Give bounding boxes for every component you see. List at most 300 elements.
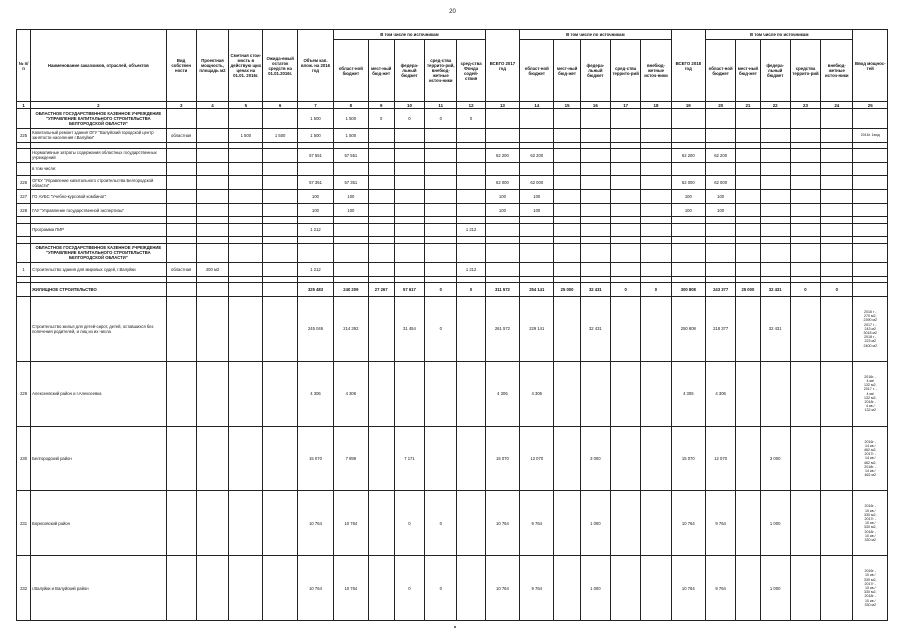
value-col-7: 10 764 bbox=[297, 491, 333, 556]
value-col-8: 240 209 bbox=[334, 283, 368, 297]
value-col-12 bbox=[457, 426, 485, 491]
value-col-20: 9 764 bbox=[705, 491, 735, 556]
value-col-8: 10 764 bbox=[334, 491, 368, 556]
value-col-14 bbox=[520, 263, 554, 277]
value-col-13: 311 572 bbox=[485, 283, 519, 297]
header-cost: Сметная стои-мость в действую щих ценах на 01.01. 2016г. bbox=[229, 30, 263, 102]
value-col-14: 62 000 bbox=[520, 176, 554, 190]
value-col-8: 1 500 bbox=[334, 109, 368, 129]
value-col-20: 100 bbox=[705, 189, 735, 203]
remaining-cell bbox=[263, 243, 297, 263]
cost-cell bbox=[229, 361, 263, 426]
value-col-24 bbox=[821, 361, 853, 426]
value-col-12 bbox=[457, 556, 485, 621]
object-name: Белгородский район bbox=[31, 426, 166, 491]
value-col-12 bbox=[457, 203, 485, 217]
value-col-19 bbox=[671, 109, 705, 129]
value-col-15 bbox=[554, 176, 580, 190]
capacity-cell bbox=[196, 556, 228, 621]
table-row bbox=[17, 148, 888, 162]
value-col-16 bbox=[580, 223, 610, 237]
table-row bbox=[17, 491, 888, 556]
ownership-cell bbox=[166, 189, 196, 203]
capacity-input-note bbox=[853, 176, 888, 190]
header-regional: област-ной бюджет bbox=[334, 40, 368, 102]
column-number: 5 bbox=[229, 102, 263, 109]
value-col-12: 0 bbox=[457, 283, 485, 297]
row-number: 1 bbox=[17, 263, 31, 277]
column-number: 10 bbox=[394, 102, 424, 109]
ownership-cell bbox=[166, 426, 196, 491]
column-number: 15 bbox=[554, 102, 580, 109]
value-col-20 bbox=[705, 109, 735, 129]
value-col-23 bbox=[790, 128, 820, 142]
value-col-20 bbox=[705, 223, 735, 237]
capacity-cell bbox=[196, 361, 228, 426]
value-col-15 bbox=[554, 189, 580, 203]
cost-cell bbox=[229, 556, 263, 621]
value-col-13 bbox=[485, 223, 519, 237]
value-col-17 bbox=[611, 223, 641, 237]
column-number: 19 bbox=[671, 102, 705, 109]
value-col-15 bbox=[554, 128, 580, 142]
header-territorial-2018: средства террито-рий bbox=[790, 40, 820, 102]
value-col-19 bbox=[671, 243, 705, 263]
column-number: 24 bbox=[821, 102, 853, 109]
value-col-22 bbox=[760, 223, 790, 237]
value-col-17 bbox=[611, 189, 641, 203]
table-row bbox=[17, 283, 888, 297]
value-col-22 bbox=[760, 109, 790, 129]
row-number bbox=[17, 109, 31, 129]
value-col-8 bbox=[334, 223, 368, 237]
value-col-15 bbox=[554, 109, 580, 129]
capacity-cell bbox=[196, 109, 228, 129]
value-col-21 bbox=[736, 176, 760, 190]
remaining-cell bbox=[263, 189, 297, 203]
value-col-7: 1 500 bbox=[297, 109, 333, 129]
value-col-11 bbox=[425, 148, 457, 162]
value-col-24 bbox=[821, 189, 853, 203]
capacity-cell bbox=[196, 148, 228, 162]
value-col-14 bbox=[520, 162, 554, 176]
value-col-18 bbox=[641, 556, 671, 621]
header-extra-2017: внебюд-жетные источ-ники bbox=[641, 40, 671, 102]
value-col-13: 4 306 bbox=[485, 361, 519, 426]
value-col-20: 12 070 bbox=[705, 426, 735, 491]
page-number: 20 bbox=[449, 9, 456, 15]
capacity-cell bbox=[196, 283, 228, 297]
value-col-11 bbox=[425, 361, 457, 426]
value-col-18 bbox=[641, 148, 671, 162]
capacity-input-note bbox=[853, 263, 888, 277]
object-name: ОБЛАСТНОЕ ГОСУДАРСТВЕННОЕ КАЗЕННОЕ УЧРЕЖДЕНИЕ "УПРАВЛЕНИЕ КАПИТАЛЬНОГО СТРОИТЕЛЬСТВА БЕЛГОРОДСКОЙ ОБЛАСТИ" bbox=[31, 243, 166, 263]
value-col-9 bbox=[368, 176, 394, 190]
value-col-22 bbox=[760, 162, 790, 176]
value-col-17 bbox=[611, 297, 641, 362]
remaining-cell bbox=[263, 263, 297, 277]
value-col-17 bbox=[611, 556, 641, 621]
value-col-22 bbox=[760, 148, 790, 162]
value-col-9: 27 267 bbox=[368, 283, 394, 297]
header-volume-2016: Объем кап. влож. на 2016 год bbox=[297, 30, 333, 102]
value-col-24 bbox=[821, 243, 853, 263]
value-col-15 bbox=[554, 361, 580, 426]
value-col-8: 10 764 bbox=[334, 556, 368, 621]
ownership-cell bbox=[166, 176, 196, 190]
capacity-input-note: 2016 г - 270 м2, 2390 м2 2017 г - 243 м2 3018 м2 2018 г - 223 м2 2400 м2 bbox=[853, 297, 888, 362]
value-col-21 bbox=[736, 361, 760, 426]
value-col-17 bbox=[611, 203, 641, 217]
value-col-23 bbox=[790, 176, 820, 190]
remaining-cell bbox=[263, 162, 297, 176]
column-number: 25 bbox=[853, 102, 888, 109]
value-col-11: 0 bbox=[425, 297, 457, 362]
value-col-22: 32 431 bbox=[760, 297, 790, 362]
capacity-input-note bbox=[853, 148, 888, 162]
value-col-16 bbox=[580, 109, 610, 129]
value-col-23 bbox=[790, 243, 820, 263]
value-col-23 bbox=[790, 189, 820, 203]
remaining-cell bbox=[263, 283, 297, 297]
value-col-24 bbox=[821, 491, 853, 556]
cost-cell bbox=[229, 176, 263, 190]
value-col-23 bbox=[790, 491, 820, 556]
value-col-8: 100 bbox=[334, 189, 368, 203]
value-col-16: 32 431 bbox=[580, 297, 610, 362]
column-number: 8 bbox=[334, 102, 368, 109]
header-num: № п/п bbox=[17, 30, 31, 102]
value-col-19 bbox=[671, 223, 705, 237]
value-col-8: 1 500 bbox=[334, 128, 368, 142]
value-col-20: 218 377 bbox=[705, 297, 735, 362]
value-col-16 bbox=[580, 128, 610, 142]
value-col-10 bbox=[394, 203, 424, 217]
value-col-15 bbox=[554, 203, 580, 217]
value-col-17 bbox=[611, 162, 641, 176]
object-name: ОГКУ "Управление капитального строительства Белгородской области" bbox=[31, 176, 166, 190]
row-number bbox=[17, 297, 31, 362]
ownership-cell bbox=[166, 109, 196, 129]
value-col-15 bbox=[554, 491, 580, 556]
value-col-12: 1 212 bbox=[457, 223, 485, 237]
column-number: 6 bbox=[263, 102, 297, 109]
ownership-cell bbox=[166, 361, 196, 426]
value-col-21: 25 000 bbox=[736, 283, 760, 297]
value-col-19: 62 000 bbox=[671, 176, 705, 190]
value-col-21 bbox=[736, 297, 760, 362]
value-col-21 bbox=[736, 109, 760, 129]
value-col-24 bbox=[821, 176, 853, 190]
value-col-21 bbox=[736, 426, 760, 491]
value-col-7: 57 351 bbox=[297, 176, 333, 190]
table-row bbox=[17, 189, 888, 203]
value-col-12 bbox=[457, 297, 485, 362]
value-col-8: 100 bbox=[334, 203, 368, 217]
object-name: ГО АУБС "Учебно-курсовой комбинат" bbox=[31, 189, 166, 203]
value-col-9 bbox=[368, 223, 394, 237]
object-name: ОБЛАСТНОЕ ГОСУДАРСТВЕННОЕ КАЗЕННОЕ УЧРЕЖДЕНИЕ "УПРАВЛЕНИЕ КАПИТАЛЬНОГО СТРОИТЕЛЬСТВА БЕЛГОРОДСКОЙ ОБЛАСТИ" bbox=[31, 109, 166, 129]
value-col-10 bbox=[394, 361, 424, 426]
cost-cell bbox=[229, 283, 263, 297]
value-col-18 bbox=[641, 243, 671, 263]
header-capacity: Проектная мощность, площадь м2 bbox=[196, 30, 228, 102]
value-col-18 bbox=[641, 297, 671, 362]
value-col-13: 62 200 bbox=[485, 148, 519, 162]
table-row bbox=[17, 426, 888, 491]
value-col-20: 62 200 bbox=[705, 148, 735, 162]
value-col-13 bbox=[485, 128, 519, 142]
ownership-cell bbox=[166, 162, 196, 176]
value-col-9 bbox=[368, 297, 394, 362]
capacity-input-note bbox=[853, 162, 888, 176]
capacity-cell bbox=[196, 189, 228, 203]
value-col-10: 57 617 bbox=[394, 283, 424, 297]
value-col-16 bbox=[580, 189, 610, 203]
value-col-7: 10 764 bbox=[297, 556, 333, 621]
value-col-23 bbox=[790, 263, 820, 277]
value-col-21 bbox=[736, 263, 760, 277]
column-number: 14 bbox=[520, 102, 554, 109]
value-col-18 bbox=[641, 176, 671, 190]
capacity-cell bbox=[196, 223, 228, 237]
value-col-19: 62 200 bbox=[671, 148, 705, 162]
table-row bbox=[17, 223, 888, 237]
value-col-14 bbox=[520, 223, 554, 237]
value-col-20 bbox=[705, 263, 735, 277]
value-col-9 bbox=[368, 556, 394, 621]
value-col-9 bbox=[368, 491, 394, 556]
value-col-9 bbox=[368, 203, 394, 217]
value-col-10 bbox=[394, 128, 424, 142]
value-col-24: 0 bbox=[821, 283, 853, 297]
value-col-17: 0 bbox=[611, 283, 641, 297]
value-col-24 bbox=[821, 426, 853, 491]
value-col-22: 1 000 bbox=[760, 556, 790, 621]
row-number bbox=[17, 148, 31, 162]
value-col-10: 31 454 bbox=[394, 297, 424, 362]
value-col-17 bbox=[611, 128, 641, 142]
value-col-7: 100 bbox=[297, 203, 333, 217]
capacity-input-note: 2016г - 14 кв / 462 м2, 2017г - 14 кв / 462 м2, 2018г. - 14 кв / 462 м2 bbox=[853, 426, 888, 491]
value-col-7: 100 bbox=[297, 189, 333, 203]
cost-cell bbox=[229, 189, 263, 203]
capacity-input-note bbox=[853, 109, 888, 129]
capacity-cell bbox=[196, 243, 228, 263]
value-col-18 bbox=[641, 361, 671, 426]
header-local: мест-ный бюд-жет bbox=[368, 40, 394, 102]
capacity-cell bbox=[196, 176, 228, 190]
header-fund: сред-ства Фонда содей-ствия bbox=[457, 40, 485, 102]
value-col-16 bbox=[580, 263, 610, 277]
value-col-13 bbox=[485, 263, 519, 277]
column-number: 21 bbox=[736, 102, 760, 109]
capacity-input-note: 2016г. 1вид bbox=[853, 128, 888, 142]
value-col-11: 0 bbox=[425, 556, 457, 621]
value-col-10: 0 bbox=[394, 491, 424, 556]
value-col-22: 32 431 bbox=[760, 283, 790, 297]
value-col-21 bbox=[736, 556, 760, 621]
value-col-8 bbox=[334, 162, 368, 176]
value-col-18 bbox=[641, 189, 671, 203]
value-col-7 bbox=[297, 162, 333, 176]
value-col-17 bbox=[611, 148, 641, 162]
value-col-23 bbox=[790, 223, 820, 237]
value-col-20 bbox=[705, 128, 735, 142]
object-name: в том числе: bbox=[31, 162, 166, 176]
value-col-16 bbox=[580, 361, 610, 426]
value-col-20: 243 377 bbox=[705, 283, 735, 297]
value-col-19: 4 306 bbox=[671, 361, 705, 426]
value-col-24 bbox=[821, 203, 853, 217]
value-col-23 bbox=[790, 297, 820, 362]
table-row bbox=[17, 203, 888, 217]
value-col-23 bbox=[790, 109, 820, 129]
value-col-14 bbox=[520, 128, 554, 142]
cost-cell bbox=[229, 203, 263, 217]
row-number bbox=[17, 162, 31, 176]
value-col-20: 100 bbox=[705, 203, 735, 217]
value-col-13: 15 070 bbox=[485, 426, 519, 491]
value-col-15 bbox=[554, 263, 580, 277]
capacity-input-note bbox=[853, 203, 888, 217]
value-col-19: 100 bbox=[671, 203, 705, 217]
value-col-12 bbox=[457, 189, 485, 203]
value-col-13: 100 bbox=[485, 189, 519, 203]
header-total-2018: ВСЕГО 2018 год bbox=[671, 30, 705, 102]
value-col-13: 100 bbox=[485, 203, 519, 217]
value-col-14 bbox=[520, 243, 554, 263]
capacity-cell bbox=[196, 426, 228, 491]
header-total-2017: ВСЕГО 2017 год bbox=[485, 30, 519, 102]
value-col-18: 0 bbox=[641, 283, 671, 297]
value-col-10 bbox=[394, 223, 424, 237]
value-col-11 bbox=[425, 203, 457, 217]
value-col-10 bbox=[394, 176, 424, 190]
value-col-13: 10 764 bbox=[485, 556, 519, 621]
value-col-24 bbox=[821, 297, 853, 362]
row-number: 229 bbox=[17, 361, 31, 426]
value-col-18 bbox=[641, 162, 671, 176]
value-col-8: 57 551 bbox=[334, 148, 368, 162]
cost-cell: 1 500 bbox=[229, 128, 263, 142]
value-col-17 bbox=[611, 263, 641, 277]
value-col-16 bbox=[580, 176, 610, 190]
value-col-22 bbox=[760, 263, 790, 277]
value-col-15 bbox=[554, 223, 580, 237]
ownership-cell bbox=[166, 148, 196, 162]
value-col-7 bbox=[297, 243, 333, 263]
capacity-cell bbox=[196, 297, 228, 362]
header-remaining: Ожида-емый остаток средств на 01.01.2016г. bbox=[263, 30, 297, 102]
column-number-row bbox=[17, 102, 888, 109]
value-col-16: 1 000 bbox=[580, 556, 610, 621]
value-col-10 bbox=[394, 189, 424, 203]
value-col-16: 32 431 bbox=[580, 283, 610, 297]
value-col-14: 254 141 bbox=[520, 283, 554, 297]
value-col-17 bbox=[611, 243, 641, 263]
ownership-cell bbox=[166, 203, 196, 217]
value-col-19: 15 070 bbox=[671, 426, 705, 491]
value-col-10 bbox=[394, 243, 424, 263]
ownership-cell bbox=[166, 491, 196, 556]
capacity-input-note bbox=[853, 189, 888, 203]
cost-cell bbox=[229, 223, 263, 237]
value-col-12: 1 212 bbox=[457, 263, 485, 277]
value-col-23 bbox=[790, 361, 820, 426]
value-col-18 bbox=[641, 263, 671, 277]
remaining-cell bbox=[263, 203, 297, 217]
value-col-17 bbox=[611, 491, 641, 556]
value-col-14: 100 bbox=[520, 189, 554, 203]
header-regional-2017: област-ной бюджет bbox=[520, 40, 554, 102]
value-col-24 bbox=[821, 148, 853, 162]
value-col-7: 325 483 bbox=[297, 283, 333, 297]
value-col-23 bbox=[790, 426, 820, 491]
remaining-cell bbox=[263, 556, 297, 621]
value-col-16: 3 000 bbox=[580, 426, 610, 491]
capacity-input-note: 2016г. - 4 кв/ 132 м2, 2017 г. - 4 кв/ 132 м2, 2018г - 4 кв / 132 м2 bbox=[853, 361, 888, 426]
value-col-7: 1 212 bbox=[297, 223, 333, 237]
value-col-21 bbox=[736, 162, 760, 176]
object-name: г.Валуйки и Валуйский район bbox=[31, 556, 166, 621]
value-col-9 bbox=[368, 361, 394, 426]
value-col-18 bbox=[641, 426, 671, 491]
scan-dot bbox=[454, 626, 456, 628]
value-col-21 bbox=[736, 148, 760, 162]
object-name: ГАУ "Управление государственной экспертизы" bbox=[31, 203, 166, 217]
value-col-11 bbox=[425, 426, 457, 491]
header-federal: федера-льный бюджет bbox=[394, 40, 424, 102]
value-col-20: 62 000 bbox=[705, 176, 735, 190]
value-col-20: 9 764 bbox=[705, 556, 735, 621]
value-col-20 bbox=[705, 243, 735, 263]
value-col-18 bbox=[641, 109, 671, 129]
column-number: 23 bbox=[790, 102, 820, 109]
row-number bbox=[17, 243, 31, 263]
value-col-8 bbox=[334, 263, 368, 277]
remaining-cell bbox=[263, 297, 297, 362]
row-number: 230 bbox=[17, 426, 31, 491]
cost-cell bbox=[229, 263, 263, 277]
value-col-12 bbox=[457, 491, 485, 556]
value-col-17 bbox=[611, 176, 641, 190]
value-col-21 bbox=[736, 189, 760, 203]
header-federal-2017: федера-льный бюджет bbox=[580, 40, 610, 102]
value-col-12 bbox=[457, 361, 485, 426]
remaining-cell: 1 500 bbox=[263, 128, 297, 142]
capacity-cell bbox=[196, 162, 228, 176]
value-col-15 bbox=[554, 148, 580, 162]
capacity-cell bbox=[196, 203, 228, 217]
header-territorial-2017: сред-ства террито-рий bbox=[611, 40, 641, 102]
value-col-13 bbox=[485, 109, 519, 129]
value-col-9 bbox=[368, 263, 394, 277]
object-name: Строительство жилья для детей-сирот, детей, оставшихся без попечения родителей, и лиц из их числа bbox=[31, 297, 166, 362]
value-col-17 bbox=[611, 109, 641, 129]
value-col-19 bbox=[671, 263, 705, 277]
table-row bbox=[17, 243, 888, 263]
value-col-20 bbox=[705, 162, 735, 176]
value-col-8: 7 899 bbox=[334, 426, 368, 491]
column-number: 13 bbox=[485, 102, 519, 109]
header-input: Ввод мощнос-тей bbox=[853, 30, 888, 102]
value-col-14: 12 070 bbox=[520, 426, 554, 491]
value-col-9: 0 bbox=[368, 109, 394, 129]
value-col-19: 300 808 bbox=[671, 283, 705, 297]
cost-cell bbox=[229, 109, 263, 129]
column-number: 4 bbox=[196, 102, 228, 109]
